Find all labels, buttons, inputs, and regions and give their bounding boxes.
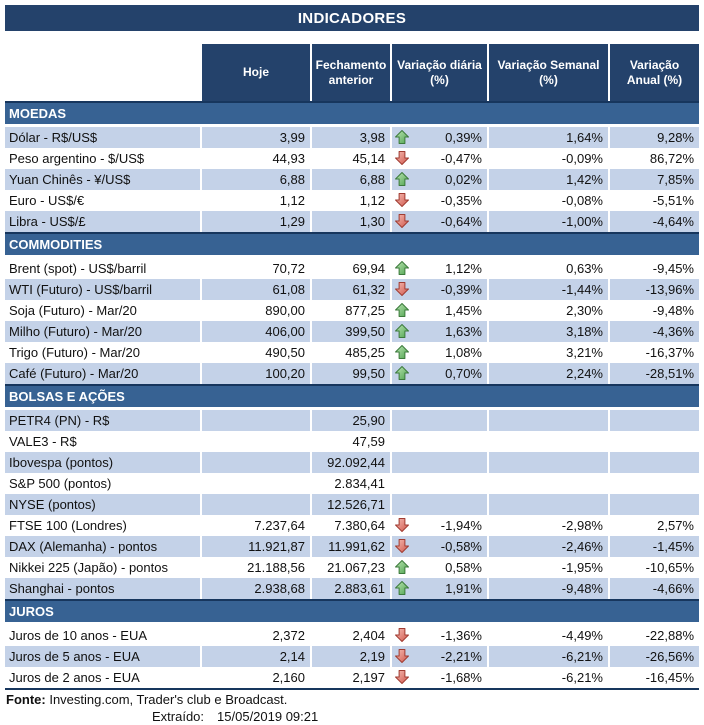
value-fechamento-anterior: 47,59 bbox=[310, 431, 390, 452]
value-hoje: 44,93 bbox=[200, 148, 310, 169]
up-arrow-icon bbox=[394, 323, 410, 339]
value-variacao-semanal: -4,49% bbox=[487, 625, 608, 646]
indicator-label: Euro - US$/€ bbox=[9, 193, 85, 208]
page-title-bar bbox=[5, 5, 699, 31]
value-hoje: 7.237,64 bbox=[200, 515, 310, 536]
indicator-label: DAX (Alemanha) - pontos bbox=[5, 536, 200, 557]
value-hoje bbox=[200, 494, 310, 515]
value-hoje: 490,50 bbox=[200, 342, 310, 363]
value-hoje: 1,12 bbox=[200, 190, 310, 211]
value-variacao-semanal: -0,08% bbox=[487, 190, 608, 211]
indicator-label: Café (Futuro) - Mar/20 bbox=[5, 363, 200, 384]
value-variacao-anual: -16,37% bbox=[608, 342, 699, 363]
column-header-prev: Fechamento anterior bbox=[310, 44, 390, 101]
table-row bbox=[5, 190, 699, 211]
value-hoje bbox=[200, 473, 310, 494]
value-variacao-diaria: -1,94% bbox=[390, 515, 487, 536]
value-variacao-anual bbox=[608, 410, 699, 431]
value-variacao-diaria: 1,45% bbox=[390, 300, 487, 321]
value-variacao-semanal: -2,46% bbox=[487, 536, 608, 557]
value-hoje: 3,99 bbox=[200, 127, 310, 148]
value-variacao-semanal: 2,24% bbox=[487, 363, 608, 384]
value-fechamento-anterior: 2.834,41 bbox=[310, 473, 390, 494]
value-variacao-semanal bbox=[487, 452, 608, 473]
up-arrow-icon bbox=[394, 302, 410, 318]
column-header-row bbox=[5, 44, 699, 101]
up-arrow-icon bbox=[394, 344, 410, 360]
indicator-label: NYSE (pontos) bbox=[5, 494, 200, 515]
value-variacao-anual bbox=[608, 431, 699, 452]
value-fechamento-anterior: 6,88 bbox=[310, 169, 390, 190]
up-arrow-icon bbox=[394, 260, 410, 276]
table-row bbox=[5, 431, 699, 452]
value-hoje: 61,08 bbox=[200, 279, 310, 300]
value-fechamento-anterior: 1,12 bbox=[310, 190, 390, 211]
extracted-line bbox=[5, 708, 699, 725]
value-hoje: 890,00 bbox=[200, 300, 310, 321]
value-variacao-anual: 86,72% bbox=[608, 148, 699, 169]
value-fechamento-anterior: 7.380,64 bbox=[310, 515, 390, 536]
down-arrow-icon bbox=[394, 517, 410, 533]
up-arrow-icon bbox=[394, 365, 410, 381]
value-variacao-semanal bbox=[487, 473, 608, 494]
value-variacao-semanal: -6,21% bbox=[487, 667, 608, 688]
table-row bbox=[5, 557, 699, 578]
value-variacao-semanal: 3,18% bbox=[487, 321, 608, 342]
indicator-label: Brent (spot) - US$/barril bbox=[9, 261, 147, 276]
down-arrow-icon bbox=[394, 281, 410, 297]
value-variacao-anual: -10,65% bbox=[608, 557, 699, 578]
down-arrow-icon bbox=[394, 648, 410, 664]
value-fechamento-anterior: 92.092,44 bbox=[310, 452, 390, 473]
value-fechamento-anterior: 399,50 bbox=[310, 321, 390, 342]
value-variacao-anual: -9,48% bbox=[608, 300, 699, 321]
table-row bbox=[5, 127, 699, 148]
value-variacao-anual bbox=[608, 452, 699, 473]
source-line bbox=[5, 691, 699, 708]
up-arrow-icon bbox=[394, 129, 410, 145]
indicator-label: Dólar - R$/US$ bbox=[5, 127, 200, 148]
indicator-label: Shanghai - pontos bbox=[5, 578, 200, 599]
value-fechamento-anterior: 69,94 bbox=[310, 258, 390, 279]
up-arrow-icon bbox=[394, 559, 410, 575]
value-variacao-anual bbox=[608, 473, 699, 494]
indicator-label: WTI (Futuro) - US$/barril bbox=[5, 279, 200, 300]
value-variacao-anual: -4,36% bbox=[608, 321, 699, 342]
value-hoje: 21.188,56 bbox=[200, 557, 310, 578]
value-variacao-diaria bbox=[390, 452, 487, 473]
value-variacao-anual: -5,51% bbox=[608, 190, 699, 211]
table-row bbox=[5, 494, 699, 515]
value-fechamento-anterior: 2,197 bbox=[310, 667, 390, 688]
table-row bbox=[5, 473, 699, 494]
table-row bbox=[5, 321, 699, 342]
up-arrow-icon bbox=[394, 580, 410, 596]
down-arrow-icon bbox=[394, 150, 410, 166]
value-fechamento-anterior: 2,19 bbox=[310, 646, 390, 667]
value-variacao-anual: -26,56% bbox=[608, 646, 699, 667]
value-variacao-diaria: -0,58% bbox=[390, 536, 487, 557]
value-variacao-semanal: 1,64% bbox=[487, 127, 608, 148]
indicator-label: VALE3 - R$ bbox=[9, 434, 77, 449]
indicator-label: S&P 500 (pontos) bbox=[9, 476, 112, 491]
indicator-label: Juros de 5 anos - EUA bbox=[5, 646, 200, 667]
table-row bbox=[5, 625, 699, 646]
value-fechamento-anterior: 12.526,71 bbox=[310, 494, 390, 515]
value-fechamento-anterior: 1,30 bbox=[310, 211, 390, 232]
value-variacao-semanal bbox=[487, 431, 608, 452]
value-variacao-semanal: -9,48% bbox=[487, 578, 608, 599]
column-header-hoje: Hoje bbox=[200, 44, 310, 101]
down-arrow-icon bbox=[394, 213, 410, 229]
value-variacao-diaria bbox=[390, 494, 487, 515]
value-variacao-anual: 2,57% bbox=[608, 515, 699, 536]
value-variacao-anual: -13,96% bbox=[608, 279, 699, 300]
value-variacao-semanal: 1,42% bbox=[487, 169, 608, 190]
table-row bbox=[5, 667, 699, 688]
extracted-timestamp: 15/05/2019 09:21 bbox=[217, 709, 319, 724]
indicator-label: Libra - US$/£ bbox=[5, 211, 200, 232]
column-header-annual: Variação Anual (%) bbox=[608, 44, 699, 101]
table-row bbox=[5, 211, 699, 232]
value-hoje: 2,372 bbox=[200, 625, 310, 646]
indicator-label: Ibovespa (pontos) bbox=[5, 452, 200, 473]
value-variacao-diaria: -0,39% bbox=[390, 279, 487, 300]
table-row bbox=[5, 300, 699, 321]
value-variacao-diaria: 0,39% bbox=[390, 127, 487, 148]
up-arrow-icon bbox=[394, 171, 410, 187]
extracted-label: Extraído: bbox=[152, 709, 205, 724]
table-row bbox=[5, 148, 699, 169]
down-arrow-icon bbox=[394, 192, 410, 208]
value-variacao-diaria: 1,63% bbox=[390, 321, 487, 342]
down-arrow-icon bbox=[394, 627, 410, 643]
value-variacao-anual: 9,28% bbox=[608, 127, 699, 148]
value-variacao-semanal: -1,95% bbox=[487, 557, 608, 578]
value-variacao-semanal: -0,09% bbox=[487, 148, 608, 169]
value-variacao-semanal: 3,21% bbox=[487, 342, 608, 363]
value-variacao-anual bbox=[608, 494, 699, 515]
column-header-daily: Variação diária (%) bbox=[390, 44, 487, 101]
value-hoje: 2,160 bbox=[200, 667, 310, 688]
indicator-label: FTSE 100 (Londres) bbox=[9, 518, 127, 533]
value-variacao-diaria: 0,70% bbox=[390, 363, 487, 384]
value-fechamento-anterior: 485,25 bbox=[310, 342, 390, 363]
table-row bbox=[5, 169, 699, 190]
value-fechamento-anterior: 11.991,62 bbox=[310, 536, 390, 557]
table-row bbox=[5, 578, 699, 599]
value-variacao-diaria: -0,64% bbox=[390, 211, 487, 232]
value-hoje: 2,14 bbox=[200, 646, 310, 667]
value-variacao-semanal: 2,30% bbox=[487, 300, 608, 321]
value-fechamento-anterior: 45,14 bbox=[310, 148, 390, 169]
value-variacao-anual: -28,51% bbox=[608, 363, 699, 384]
value-variacao-anual: -1,45% bbox=[608, 536, 699, 557]
value-fechamento-anterior: 99,50 bbox=[310, 363, 390, 384]
value-variacao-diaria: -2,21% bbox=[390, 646, 487, 667]
table-row bbox=[5, 515, 699, 536]
value-hoje: 6,88 bbox=[200, 169, 310, 190]
section-header: JUROS bbox=[5, 599, 699, 622]
table-row bbox=[5, 258, 699, 279]
value-hoje: 406,00 bbox=[200, 321, 310, 342]
value-fechamento-anterior: 61,32 bbox=[310, 279, 390, 300]
value-variacao-diaria: 1,08% bbox=[390, 342, 487, 363]
indicator-label: Trigo (Futuro) - Mar/20 bbox=[9, 345, 140, 360]
source-text: Investing.com, Trader's club e Broadcast. bbox=[45, 692, 288, 707]
value-hoje: 100,20 bbox=[200, 363, 310, 384]
indicator-label: Peso argentino - $/US$ bbox=[9, 151, 145, 166]
table-row bbox=[5, 342, 699, 363]
value-hoje: 11.921,87 bbox=[200, 536, 310, 557]
value-variacao-diaria bbox=[390, 473, 487, 494]
section-header: MOEDAS bbox=[5, 101, 699, 124]
value-variacao-diaria: -0,35% bbox=[390, 190, 487, 211]
value-variacao-diaria bbox=[390, 410, 487, 431]
value-variacao-semanal: -1,44% bbox=[487, 279, 608, 300]
value-variacao-diaria: -0,47% bbox=[390, 148, 487, 169]
table-row bbox=[5, 410, 699, 431]
column-header-spacer bbox=[5, 44, 200, 101]
indicators-sheet bbox=[5, 5, 699, 725]
down-arrow-icon bbox=[394, 538, 410, 554]
column-header-weekly: Variação Semanal (%) bbox=[487, 44, 608, 101]
value-variacao-semanal: -2,98% bbox=[487, 515, 608, 536]
value-variacao-semanal: -1,00% bbox=[487, 211, 608, 232]
source-label: Fonte: bbox=[6, 692, 46, 707]
value-variacao-anual: -22,88% bbox=[608, 625, 699, 646]
table-row bbox=[5, 452, 699, 473]
value-variacao-diaria bbox=[390, 431, 487, 452]
table-row bbox=[5, 279, 699, 300]
indicator-label: Nikkei 225 (Japão) - pontos bbox=[9, 560, 168, 575]
down-arrow-icon bbox=[394, 669, 410, 685]
value-variacao-semanal bbox=[487, 494, 608, 515]
value-fechamento-anterior: 25,90 bbox=[310, 410, 390, 431]
value-variacao-diaria: 0,58% bbox=[390, 557, 487, 578]
indicator-label: Juros de 10 anos - EUA bbox=[9, 628, 148, 643]
table-body bbox=[5, 101, 699, 690]
indicator-label: Juros de 2 anos - EUA bbox=[9, 670, 140, 685]
value-variacao-semanal: 0,63% bbox=[487, 258, 608, 279]
value-variacao-semanal: -6,21% bbox=[487, 646, 608, 667]
value-variacao-anual: -16,45% bbox=[608, 667, 699, 688]
value-hoje bbox=[200, 452, 310, 473]
value-variacao-diaria: -1,68% bbox=[390, 667, 487, 688]
value-variacao-diaria: 0,02% bbox=[390, 169, 487, 190]
value-fechamento-anterior: 2,404 bbox=[310, 625, 390, 646]
footer bbox=[5, 691, 699, 725]
value-variacao-anual: -4,66% bbox=[608, 578, 699, 599]
value-variacao-diaria: 1,91% bbox=[390, 578, 487, 599]
value-fechamento-anterior: 877,25 bbox=[310, 300, 390, 321]
value-variacao-anual: 7,85% bbox=[608, 169, 699, 190]
table-row bbox=[5, 363, 699, 384]
value-variacao-semanal bbox=[487, 410, 608, 431]
value-variacao-diaria: 1,12% bbox=[390, 258, 487, 279]
value-hoje: 1,29 bbox=[200, 211, 310, 232]
value-hoje: 2.938,68 bbox=[200, 578, 310, 599]
value-variacao-anual: -4,64% bbox=[608, 211, 699, 232]
indicator-label: Soja (Futuro) - Mar/20 bbox=[9, 303, 137, 318]
indicator-label: PETR4 (PN) - R$ bbox=[5, 410, 200, 431]
value-fechamento-anterior: 21.067,23 bbox=[310, 557, 390, 578]
value-hoje bbox=[200, 431, 310, 452]
table-row bbox=[5, 536, 699, 557]
value-variacao-anual: -9,45% bbox=[608, 258, 699, 279]
value-fechamento-anterior: 3,98 bbox=[310, 127, 390, 148]
value-fechamento-anterior: 2.883,61 bbox=[310, 578, 390, 599]
indicator-label: Milho (Futuro) - Mar/20 bbox=[5, 321, 200, 342]
section-header: BOLSAS E AÇÕES bbox=[5, 384, 699, 407]
page-title: INDICADORES bbox=[297, 9, 407, 27]
section-header: COMMODITIES bbox=[5, 232, 699, 255]
value-variacao-diaria: -1,36% bbox=[390, 625, 487, 646]
value-hoje: 70,72 bbox=[200, 258, 310, 279]
table-row bbox=[5, 646, 699, 667]
value-hoje bbox=[200, 410, 310, 431]
indicator-label: Yuan Chinês - ¥/US$ bbox=[5, 169, 200, 190]
